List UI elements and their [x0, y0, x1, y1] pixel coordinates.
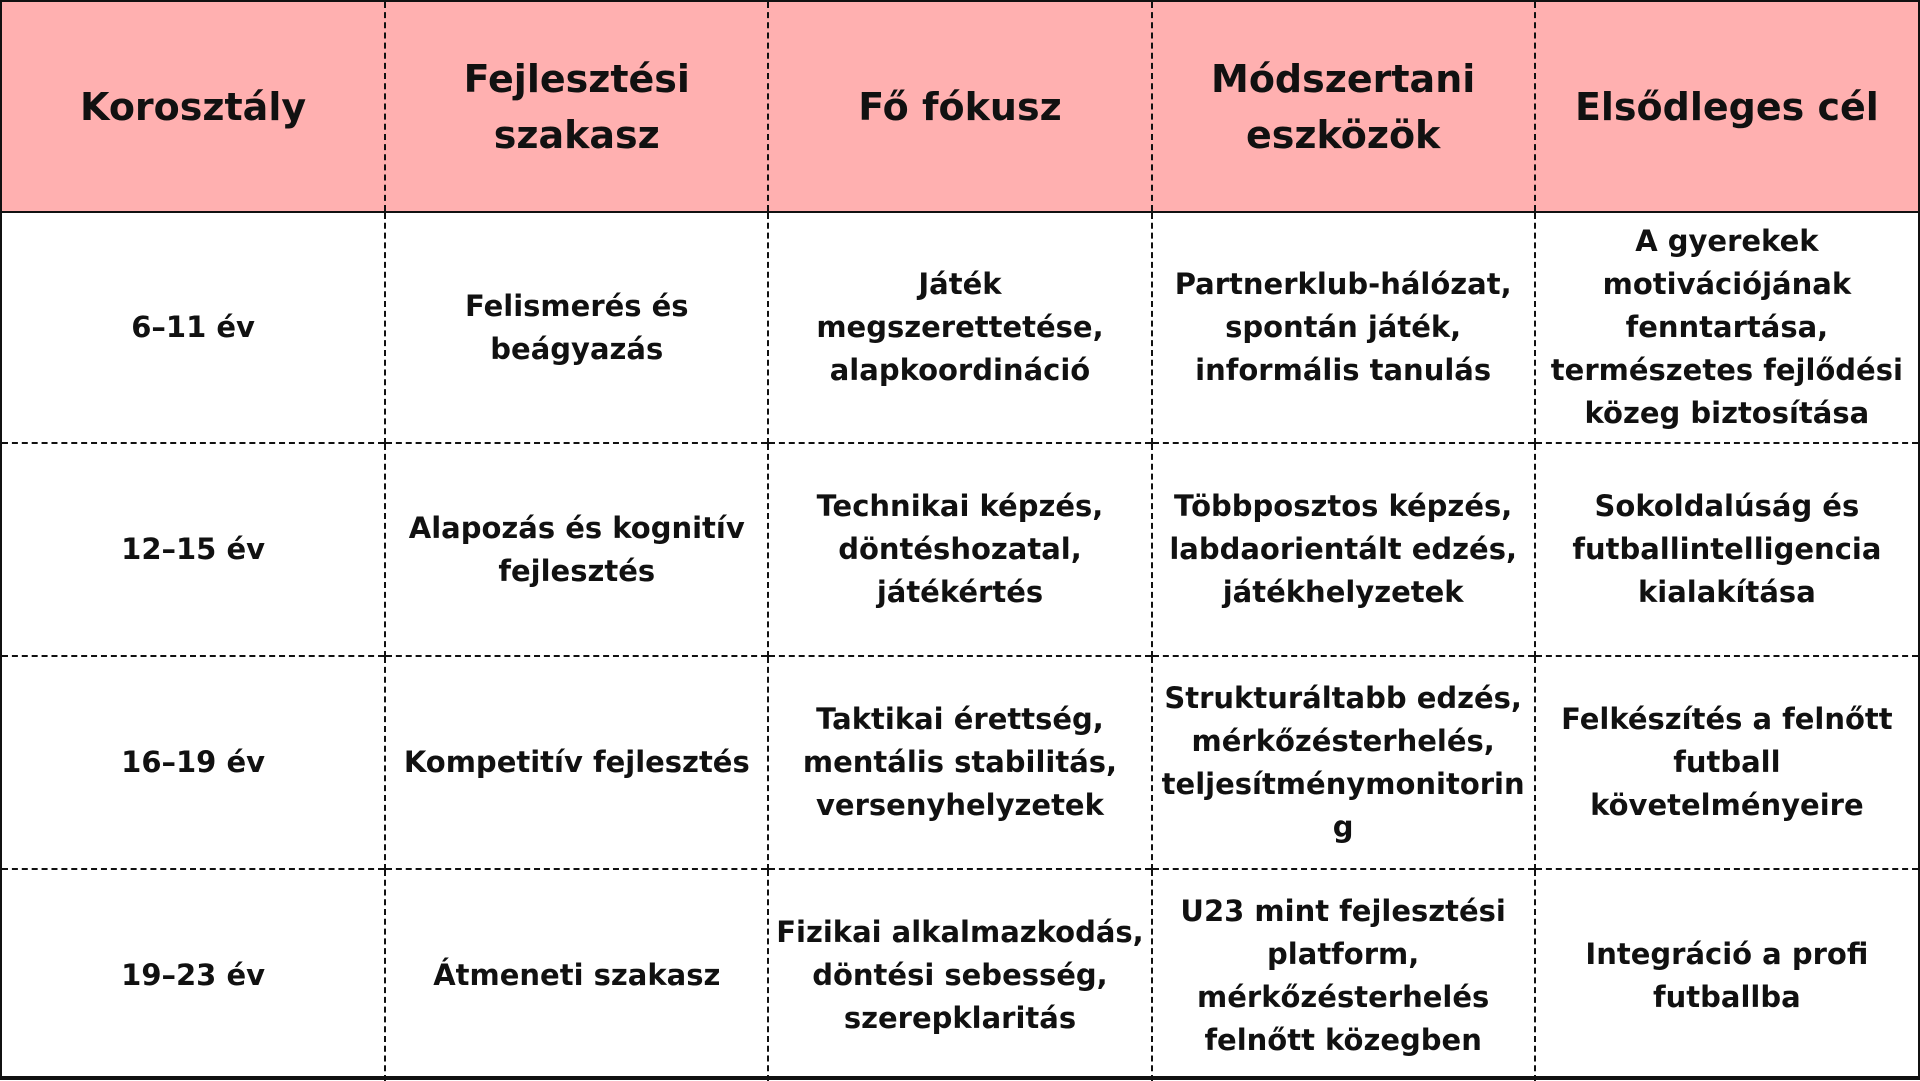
table-header	[2, 2, 1918, 212]
cell-age: 19–23 év	[2, 869, 385, 1081]
cell-tools: U23 mint fejlesztési platform, mérkőzésterhelés felnőtt közegben	[1152, 869, 1535, 1081]
cell-stage: Felismerés és beágyazás	[385, 212, 768, 443]
header-development-stage: Fejlesztési szakasz	[385, 2, 768, 212]
cell-age: 16–19 év	[2, 656, 385, 869]
cell-stage: Alapozás és kognitív fejlesztés	[385, 443, 768, 656]
table-row	[2, 869, 1918, 1081]
cell-age: 6–11 év	[131, 310, 255, 344]
cell-goal: Integráció a profi futballba	[1535, 869, 1918, 1081]
table-row	[2, 212, 1918, 443]
header-main-focus: Fő fókusz	[768, 2, 1151, 212]
cell-goal: Sokoldalúság és futballintelligencia kialakítása	[1535, 443, 1918, 656]
table-body	[2, 212, 1918, 1081]
cell-focus: Fizikai alkalmazkodás, döntési sebesség, szerepklaritás	[768, 869, 1151, 1081]
cell-stage: Átmeneti szakasz	[385, 869, 768, 1081]
cell-goal: Felkészítés a felnőtt futball követelményeire	[1535, 656, 1918, 869]
cell-goal: A gyerekek motivációjának fenntartása, természetes fejlődési közeg biztosítása	[1535, 212, 1918, 443]
cell-tools: Többposztos képzés, labdaorientált edzés, játékhelyzetek	[1152, 443, 1535, 656]
header-primary-goal: Elsődleges cél	[1535, 2, 1918, 212]
header-age-group: Korosztály	[2, 2, 385, 212]
header-row	[2, 2, 1918, 212]
cell-stage: Kompetitív fejlesztés	[385, 656, 768, 869]
cell-tools: Strukturáltabb edzés, mérkőzésterhelés, teljesítménymonitoring	[1152, 656, 1535, 869]
table-row	[2, 443, 1918, 656]
development-table	[2, 2, 1918, 1081]
cell-tools: Partnerklub-hálózat, spontán játék, informális tanulás	[1152, 212, 1535, 443]
cell-focus: Játék megszerettetése, alapkoordináció	[768, 212, 1151, 443]
table-row	[2, 656, 1918, 869]
cell-focus: Technikai képzés, döntéshozatal, játékértés	[768, 443, 1151, 656]
cell-focus: Taktikai érettség, mentális stabilitás, versenyhelyzetek	[768, 656, 1151, 869]
header-methodology-tools: Módszertani eszközök	[1152, 2, 1535, 212]
cell-age: 12–15 év	[2, 443, 385, 656]
